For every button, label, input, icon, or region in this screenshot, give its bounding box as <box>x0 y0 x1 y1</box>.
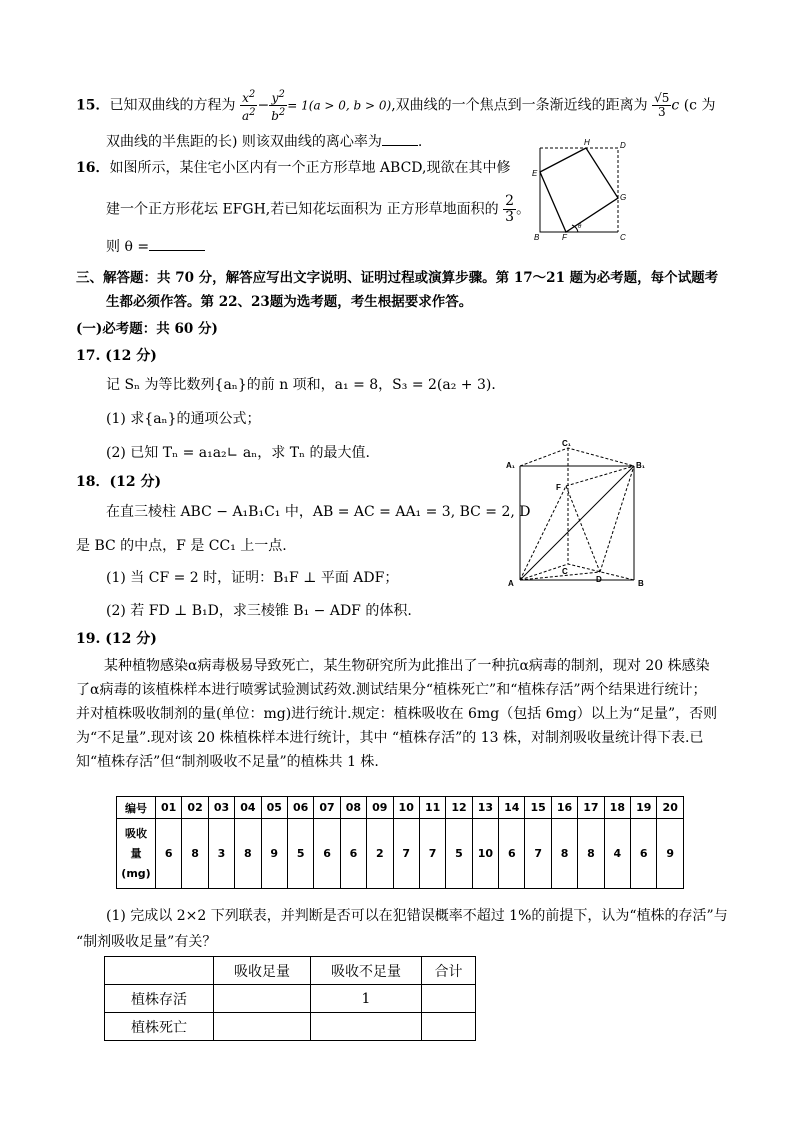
id-cell: 09 <box>367 797 393 819</box>
q17-statement: 记 Sₙ 为等比数列{aₙ}的前 n 项和，a₁ = 8，S₃ = 2(a₂ + 3)． <box>106 377 506 393</box>
q16-line2-end: 。 <box>516 201 531 218</box>
label-C: C <box>562 567 568 576</box>
id-cell: 11 <box>419 797 445 819</box>
q15-a: a <box>241 109 250 123</box>
row-label-part1: 吸收 <box>125 826 147 840</box>
id-cell: 01 <box>156 797 182 819</box>
ctable-header-row <box>105 957 476 985</box>
section3-subheading: (一)必考题：共 60 分) <box>76 321 218 337</box>
q19-paragraph: 某种植物感染α病毒极易导致死亡，某生物研究所为此推出了一种抗α病毒的制剂，现对 20 株感染了α病毒的该植株样本进行喷雾试验测试药效.测试结果分“植株死亡”和“植株存活”两个结果进行统计；并对植株吸收制剂的量(单位：mg)进行统计.规定：植株吸收在 6mg（包括 6mg）以上为“足量”，否则为“不足量”.现对该 20 株植株样本进行统计，其中 “植株存活”的 13 株，对制剂吸收量统计得下表.已知“植株存活”但“制剂吸收不足量”的植株共 1 株. <box>76 658 718 770</box>
ctable-cell[interactable] <box>422 1013 476 1041</box>
ctable-row-label: 植株存活 <box>105 985 214 1013</box>
table-header-row <box>117 797 684 819</box>
label-H: H <box>584 138 590 147</box>
label-F: F <box>556 483 561 492</box>
q19-part1-line1: (1) 完成以 2×2 下列联表，并判断是否可以在犯错误概率不超过 1%的前提下，认为“植株的存活”与 <box>106 908 728 924</box>
q15-condition: = 1(a > 0, b > 0) <box>287 98 392 113</box>
ctable-row <box>105 985 476 1013</box>
label-D: D <box>596 575 602 584</box>
q15-text1: 已知双曲线的方程为 <box>109 97 236 114</box>
ctable-corner <box>105 957 214 985</box>
section3-line2: 生都必须作答。第 22、23题为选考题，考生根据要求作答。 <box>106 294 473 310</box>
value-cell: 7 <box>525 819 551 889</box>
q15-three: 3 <box>657 105 666 119</box>
q15-x: x <box>242 91 249 105</box>
q18-part2: (2) 若 FD ⊥ B₁D，求三棱锥 B₁ − ADF 的体积. <box>106 603 412 619</box>
q16-frac-num: 2 <box>505 193 515 209</box>
label-A1: A₁ <box>506 461 516 470</box>
value-cell: 6 <box>340 819 366 889</box>
label-B1: B₁ <box>636 461 646 470</box>
q15-sqrt5: √5 <box>654 91 670 105</box>
flower-bed-square <box>540 148 618 232</box>
ctable-header: 吸收足量 <box>214 957 311 985</box>
label-D: D <box>620 141 626 150</box>
seg-AF <box>520 486 566 580</box>
id-cell: 07 <box>314 797 340 819</box>
id-cell: 02 <box>182 797 208 819</box>
value-cell: 6 <box>314 819 340 889</box>
id-cell: 15 <box>525 797 551 819</box>
absorption-table <box>116 796 684 889</box>
value-cell: 8 <box>551 819 577 889</box>
value-cell: 7 <box>393 819 419 889</box>
grass-square-dashed <box>540 148 618 232</box>
value-cell: 6 <box>499 819 525 889</box>
q15-text2: ,双曲线的一个焦点到一条渐近线的距离为 <box>391 97 648 114</box>
table-value-row <box>117 819 684 889</box>
label-B: B <box>534 233 540 242</box>
square-garden-figure <box>526 136 630 244</box>
row-label-unit: (mg) <box>121 866 151 880</box>
prism-figure <box>506 440 654 592</box>
value-cell: 4 <box>604 819 630 889</box>
ctable-cell[interactable] <box>311 1013 422 1041</box>
label-theta: θ <box>578 224 582 230</box>
id-cell: 17 <box>578 797 604 819</box>
value-cell: 8 <box>578 819 604 889</box>
id-cell: 04 <box>235 797 261 819</box>
q19-heading: 19. (12 分) <box>76 631 157 647</box>
id-cell: 18 <box>604 797 630 819</box>
prism-top-dashed <box>520 448 634 466</box>
q15-line2-text: 双曲线的半焦距的长) 则该双曲线的离心率为 <box>106 134 382 150</box>
q17-heading: 17. (12 分) <box>76 348 157 364</box>
q15-line1: 15．已知双曲线的方程为 $\frac{x^2}{a^2}$ − $\frac{y^2}{b^2}$ = 1(a > 0, b > 0),双曲线的一个焦点到一条渐近线的距离为 $\frac{√5}{3}$ c (c 为 <box>76 89 716 123</box>
q15-c: c <box>671 97 680 114</box>
q15-text3: (c 为 <box>683 97 716 114</box>
value-cell: 3 <box>208 819 234 889</box>
q19-part1-line2: “制剂吸收足量”有关？ <box>76 934 217 950</box>
label-A: A <box>508 579 514 588</box>
seg-DB1 <box>600 466 634 572</box>
value-cell: 8 <box>235 819 261 889</box>
q15-frac-y: $\frac{y^2}{b^2}$ <box>271 89 286 123</box>
row-label-part2: 量 <box>130 846 142 860</box>
section3-line1: 三、解答题：共 70 分，解答应写出文字说明、证明过程或演算步骤。第 17～21 题为必考题，每个试题考 <box>76 270 719 286</box>
ctable-cell[interactable]: 1 <box>311 985 422 1013</box>
q16-line1-text: 如图所示，某住宅小区内有一个正方形草地 ABCD,现欲在其中修 <box>109 160 511 176</box>
label-C: C <box>620 233 626 242</box>
ctable-cell[interactable] <box>422 985 476 1013</box>
label-G: G <box>620 193 627 202</box>
q17-part1: (1) 求{aₙ}的通项公式； <box>106 411 261 427</box>
ctable-row-label: 植株死亡 <box>105 1013 214 1041</box>
q18-line1: 在直三棱柱 ABC − A₁B₁C₁ 中，AB = AC = AA₁ = 3, BC = 2, D <box>106 504 531 520</box>
ctable-header: 吸收不足量 <box>311 957 422 985</box>
q16-theta-label: 则 θ = <box>106 239 150 255</box>
q15-line2 <box>106 131 422 151</box>
value-cell: 8 <box>182 819 208 889</box>
value-cell: 5 <box>287 819 313 889</box>
contingency-table <box>104 956 476 1041</box>
q16-number: 16． <box>76 160 110 176</box>
label-B: B <box>638 579 644 588</box>
q17-part2: (2) 已知 Tₙ = a₁a₂∟ aₙ，求 Tₙ 的最大值. <box>106 445 371 461</box>
ctable-cell[interactable] <box>214 1013 311 1041</box>
value-cell: 9 <box>261 819 287 889</box>
id-cell: 13 <box>472 797 498 819</box>
grass-square-solid <box>540 148 618 232</box>
label-C1: C₁ <box>562 440 572 448</box>
ctable-row <box>105 1013 476 1041</box>
ctable-cell[interactable] <box>214 985 311 1013</box>
q18-part1: (1) 当 CF = 2 时，证明：B₁F ⊥ 平面 ADF； <box>106 570 399 586</box>
value-cell: 6 <box>156 819 182 889</box>
id-cell: 14 <box>499 797 525 819</box>
q16-answer-blank[interactable] <box>149 250 205 251</box>
q18-line2: 是 BC 的中点，F 是 CC₁ 上一点. <box>76 538 287 554</box>
id-cell: 20 <box>657 797 684 819</box>
row-label <box>117 819 156 889</box>
q15-number: 15． <box>76 97 110 114</box>
value-cell: 10 <box>472 819 498 889</box>
id-cell: 03 <box>208 797 234 819</box>
q15-frac-x: $\frac{x^2}{a^2}$ <box>241 89 256 123</box>
value-cell: 5 <box>446 819 472 889</box>
id-cell: 08 <box>340 797 366 819</box>
id-cell: 16 <box>551 797 577 819</box>
id-cell: 19 <box>631 797 657 819</box>
id-cell: 12 <box>446 797 472 819</box>
label-E: E <box>532 169 538 178</box>
q18-heading: 18．(12 分) <box>76 474 162 490</box>
value-cell: 9 <box>657 819 684 889</box>
q15-end: . <box>417 134 423 150</box>
q16-line3 <box>106 236 205 256</box>
q16-line1 <box>76 157 510 177</box>
header-label: 编号 <box>117 797 156 819</box>
q16-fraction <box>503 194 516 225</box>
value-cell: 6 <box>631 819 657 889</box>
value-cell: 7 <box>419 819 445 889</box>
id-cell: 06 <box>287 797 313 819</box>
q16-line2 <box>106 194 530 225</box>
id-cell: 10 <box>393 797 419 819</box>
id-cell: 05 <box>261 797 287 819</box>
prism-bottom-dashed <box>520 564 634 580</box>
q15-y: y <box>271 91 279 105</box>
ctable-header: 合计 <box>422 957 476 985</box>
label-F: F <box>562 233 567 242</box>
q15-answer-blank[interactable] <box>382 145 418 146</box>
q15-b: b <box>271 109 279 123</box>
q16-line2-text: 建一个正方形花坛 EFGH,若已知花坛面积为 正方形草地面积的 <box>106 201 499 218</box>
q15-frac-dist <box>652 92 671 119</box>
q16-frac-den: 3 <box>505 209 515 225</box>
value-cell: 2 <box>367 819 393 889</box>
